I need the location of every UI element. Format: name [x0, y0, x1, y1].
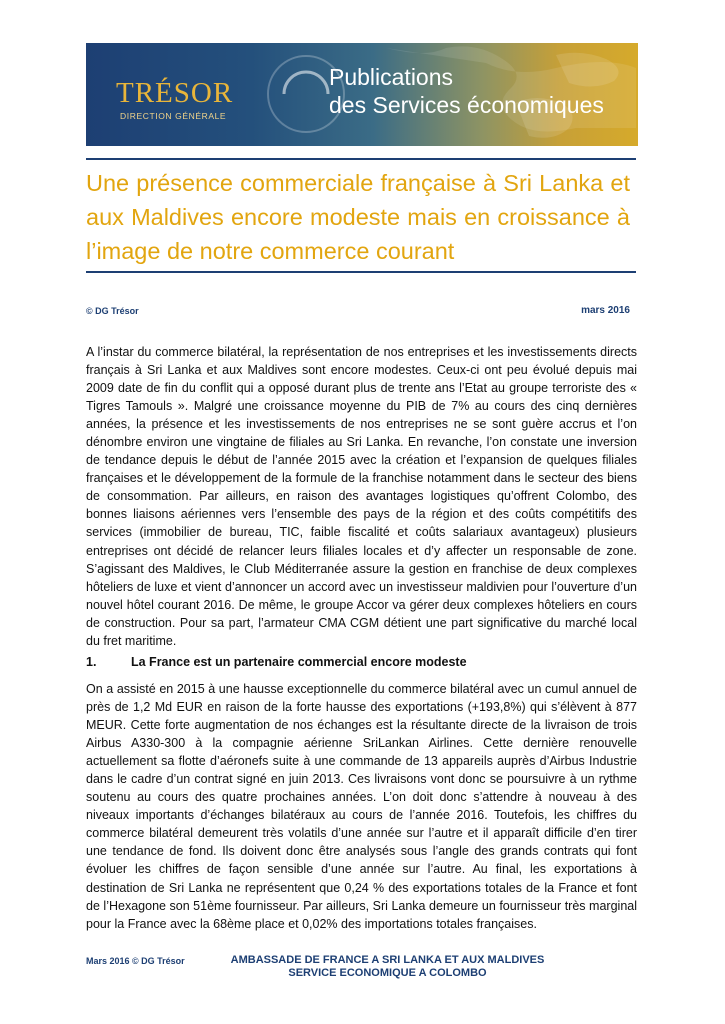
- section-heading: [86, 655, 467, 669]
- section-title: La France est un partenaire commercial encore modeste: [131, 655, 467, 669]
- intro-paragraph: A l’instar du commerce bilatéral, la représentation de nos entreprises et les investissements directs français à Sri Lanka et aux Maldives sont encore modestes. Ceux-ci ont peu évolué depuis mai 2009 date de fin du conflit qui a opposé durant plus de trente ans l’Etat au groupe terroriste des « Tigres Tamouls ». Malgré une croissance moyenne du PIB de 7% au cours des cinq dernières années, la présence et les investissements de nos entreprises ne se sont guère accrus et l’on dénombre environ une vingtaine de filiales au Sri Lanka. En revanche, l’on constate une inversion de tendance depuis le début de l’année 2015 avec la création et l’expansion de quelques filiales françaises et le développement de la formule de la franchise notamment dans le secteur des biens de consommation. Par ailleurs, en raison des avantages logistiques qu’offrent Colombo, des bonnes liaisons aériennes vers l’ensemble des pays de la région et des coûts compétitifs des services (immobilier de bureau, TIC, faible fiscalité et coûts salariaux avantageux) plusieurs entreprises ont décidé de relancer leurs filiales locales et d’y affecter un responsable de zone. S’agissant des Maldives, le Club Méditerranée assure la gestion en franchise de deux complexes hôteliers de luxe et vient d’annoncer un accord avec un investisseur maldivien pour l’ouverture d’un nouvel hôtel courant 2016. De même, le groupe Accor va gérer deux complexes hôteliers en cours de construction. Pour sa part, l’armateur CMA CGM détient une part significative du marché local du fret maritime.: [86, 345, 637, 648]
- section-paragraph: On a assisté en 2015 à une hausse exceptionnelle du commerce bilatéral avec un cumul annuel de près de 1,2 Md EUR en raison de la forte hausse des exportations (+193,8%) qui s’élèvent à 877 MEUR. Cette forte augmentation de nos échanges est la résultante directe de la livraison de trois Airbus A330-300 à la compagnie aérienne SriLankan Airlines. Cette dernière renouvelle actuellement sa flotte d’aéronefs suite à une commande de 13 appareils auprès d’Airbus Industrie dans le cadre d’un contrat signé en juin 2013. Ces livraisons vont donc se poursuivre à un rythme soutenu au cours des quatre prochaines années. L’on doit donc s’attendre à nouveau à des niveaux importants d’échanges bilatéraux au cours de l’année 2016. Toutefois, les chiffres du commerce bilatéral demeurent très volatils d’une année sur l’autre et il apparaît difficile d’en tirer une tendance de fond. Ils doivent donc être analysés sous l’angle des grands contrats qui font évoluer les chiffres de façon sensible d’une année sur l’autre. Au final, les exportations à destination de Sri Lanka ne représentent que 0,24 % des exportations totales de la France et font de l’Hexagone son 51ème fournisseur. Par ailleurs, Sri Lanka demeure un fournisseur très marginal pour la France avec la 68ème place et 0,02% des importations totales françaises.: [86, 682, 637, 931]
- header-banner: [86, 43, 638, 146]
- copyright-notice: © DG Trésor: [86, 306, 139, 316]
- publication-title: [329, 63, 604, 119]
- publication-title-line1: Publications: [329, 64, 454, 90]
- publication-date: mars 2016: [581, 305, 630, 316]
- section-number: 1.: [86, 655, 97, 669]
- footer-embassy-line1: AMBASSADE DE FRANCE A SRI LANKA ET AUX MALDIVES: [230, 954, 545, 966]
- footer-embassy: [205, 954, 570, 980]
- tresor-logo-subtitle: DIRECTION GÉNÉRALE: [120, 111, 227, 121]
- title-rule-top: [86, 158, 636, 160]
- footer-date: Mars 2016 © DG Trésor: [86, 956, 185, 966]
- tresor-logo-text: TRÉSOR: [116, 77, 234, 109]
- title-rule-bottom: [86, 271, 636, 273]
- document-title: Une présence commerciale française à Sri Lanka et aux Maldives encore modeste mais en croissance à l’image de notre commerce courant: [86, 170, 630, 264]
- publication-title-line2: des Services économiques: [329, 92, 604, 118]
- footer-embassy-line2: SERVICE ECONOMIQUE A COLOMBO: [288, 967, 487, 979]
